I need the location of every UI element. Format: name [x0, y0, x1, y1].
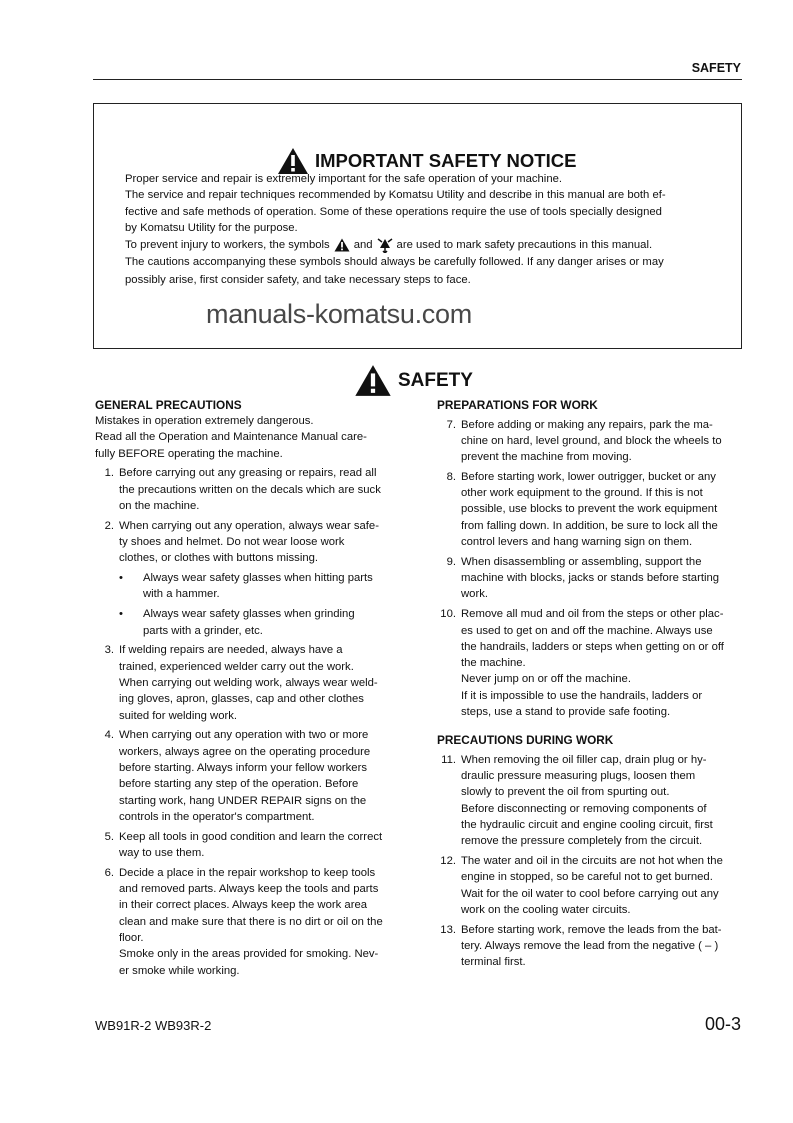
notice-symbols-line	[125, 237, 666, 253]
safety-title-text: SAFETY	[398, 369, 473, 391]
list-item	[95, 727, 400, 825]
item-line: the handrails, ladders or steps when getting on or off	[461, 640, 724, 653]
notice-line: possibly arise, first consider safety, and take necessary steps to face.	[125, 274, 471, 287]
section-heading: PRECAUTIONS DURING WORK	[437, 733, 614, 748]
item-line: floor.	[119, 931, 144, 944]
item-line: Keep all tools in good condition and learn the correct	[119, 830, 383, 843]
notice-text: and	[353, 238, 373, 251]
item-line: before starting any step of the operation. Before	[119, 778, 359, 791]
item-line: Decide a place in the repair workshop to keep tools	[119, 866, 376, 879]
item-line: chine on hard, level ground, and block the wheels to	[461, 434, 722, 447]
item-line: Before starting work, lower outrigger, bucket or any	[461, 470, 716, 483]
item-line: Before carrying out any greasing or repairs, read all	[119, 467, 377, 480]
item-line: the hydraulic circuit and engine cooling circuit, first	[461, 819, 713, 832]
danger-burst-icon	[377, 237, 393, 253]
item-line: workers, always agree on the operating procedure	[119, 745, 371, 758]
item-line: draulic pressure measuring plugs, loosen them	[461, 770, 696, 783]
bullet-line: Always wear safety glasses when hitting parts	[143, 572, 373, 585]
intro-line: fully BEFORE operating the machine.	[95, 447, 283, 460]
item-line: other work equipment to the ground. If this is not	[461, 487, 703, 500]
bullet-item	[95, 570, 400, 603]
item-number: 9.	[446, 555, 456, 568]
item-line: Before starting work, remove the leads from the bat-	[461, 923, 722, 936]
item-number: 10.	[440, 608, 456, 621]
item-line: slowly to prevent the oil from spurting out.	[461, 786, 670, 799]
item-line: If it is impossible to use the handrails, ladders or	[461, 689, 703, 702]
item-line: before starting. Always inform your fellow workers	[119, 761, 367, 774]
item-number: 7.	[446, 418, 456, 431]
bullet-line: parts with a grinder, etc.	[143, 624, 263, 637]
list-item	[437, 752, 742, 850]
page-number: 00-3	[704, 1014, 741, 1034]
item-line: The water and oil in the circuits are not hot when the	[461, 855, 723, 868]
list-item	[95, 518, 400, 567]
list-item	[437, 853, 742, 918]
list-item	[95, 829, 400, 862]
item-line: If welding repairs are needed, always have a	[119, 644, 343, 657]
item-line: suited for welding work.	[119, 709, 238, 722]
safety-title	[354, 364, 473, 397]
item-line: work on the cooling water circuits.	[461, 904, 631, 917]
watermark: manuals-komatsu.com	[206, 299, 472, 329]
item-line: machine with blocks, jacks or stands before starting	[461, 572, 720, 585]
item-line: way to use them.	[119, 846, 205, 859]
item-line: tery. Always remove the lead from the negative ( – )	[461, 940, 719, 953]
item-line: Before disconnecting or removing components of	[461, 802, 707, 815]
item-line: When carrying out any operation with two or more	[119, 729, 369, 742]
notice-text: To prevent injury to workers, the symbols	[125, 238, 330, 251]
item-number: 11.	[441, 753, 456, 766]
item-line: possible, use blocks to prevent the work equipment	[461, 503, 718, 516]
item-number: 13.	[440, 923, 456, 936]
notice-line: fective and safe methods of operation. Some of these operations require the use of tools specially designed	[125, 205, 662, 218]
bullet-mark: •	[119, 608, 123, 621]
item-line: from falling down. In addition, be sure to lock all the	[461, 519, 718, 532]
list-item	[437, 417, 742, 466]
item-line: terminal first.	[461, 956, 526, 969]
notice-line: Proper service and repair is extremely important for the safe operation of your machine.	[125, 173, 563, 185]
item-line: Remove all mud and oil from the steps or other plac-	[461, 608, 724, 621]
item-line: steps, use a stand to provide safe footing.	[461, 706, 671, 719]
item-line: control levers and hang warning sign on them.	[461, 536, 693, 549]
list-item	[437, 606, 742, 720]
item-line: clean and make sure that there is no dirt or oil on the	[119, 915, 383, 928]
item-line: on the machine.	[119, 499, 200, 512]
item-line: When carrying out welding work, always wear weld-	[119, 676, 378, 689]
warning-triangle-icon	[354, 364, 392, 397]
item-number: 4.	[104, 729, 114, 742]
notice-line: by Komatsu Utility for the purpose.	[125, 222, 298, 235]
item-line: controls in the operator's compartment.	[119, 810, 315, 823]
bullet-mark: •	[119, 572, 123, 585]
item-line: Smoke only in the areas provided for smoking. Nev-	[119, 948, 379, 961]
bullet-line: Always wear safety glasses when grinding	[143, 608, 355, 621]
right-column	[437, 397, 742, 971]
item-line: es used to get on and off the machine. Always use	[461, 624, 713, 637]
item-number: 3.	[104, 644, 114, 657]
item-line: ing gloves, apron, glasses, cap and other clothes	[119, 693, 364, 706]
item-line: the precautions written on the decals which are suck	[119, 483, 381, 496]
item-line: ty shoes and helmet. Do not wear loose work	[119, 536, 345, 549]
item-number: 8.	[446, 470, 456, 483]
item-line: Wait for the oil water to cool before carrying out any	[461, 887, 719, 900]
item-number: 2.	[104, 519, 114, 532]
bullet-item	[95, 606, 400, 639]
item-line: work.	[461, 588, 488, 601]
item-line: the machine.	[461, 657, 526, 670]
section-heading: GENERAL PRECAUTIONS	[95, 398, 242, 412]
item-line: Never jump on or off the machine.	[461, 673, 631, 686]
item-line: engine in stopped, so be careful not to get burned.	[461, 871, 713, 884]
item-number: 5.	[104, 830, 114, 843]
item-line: remove the pressure completely from the circuit.	[461, 835, 703, 848]
item-line: Before adding or making any repairs, park the ma-	[461, 418, 713, 431]
item-line: starting work, hang UNDER REPAIR signs on the	[119, 794, 367, 807]
item-line: clothes, or clothes with buttons missing.	[119, 552, 319, 565]
item-number: 6.	[104, 866, 114, 879]
section-heading: PREPARATIONS FOR WORK	[437, 398, 598, 412]
item-number: 1.	[104, 467, 114, 480]
intro-line: Read all the Operation and Maintenance Manual care-	[95, 431, 367, 444]
warning-triangle-icon	[334, 238, 350, 252]
section-header: SAFETY	[691, 61, 741, 75]
item-line: er smoke while working.	[119, 964, 240, 977]
item-line: and removed parts. Always keep the tools and parts	[119, 883, 379, 896]
bullet-line: with a hammer.	[143, 588, 220, 601]
list-item	[437, 469, 742, 550]
item-line: prevent the machine from moving.	[461, 451, 632, 464]
list-item	[95, 642, 400, 723]
item-line: When carrying out any operation, always wear safe-	[119, 519, 379, 532]
item-line: When disassembling or assembling, support the	[461, 555, 702, 568]
list-item	[437, 554, 742, 603]
item-number: 12.	[440, 855, 456, 868]
list-item	[95, 465, 400, 514]
footer-model: WB91R-2 WB93R-2	[95, 1018, 212, 1033]
item-line: in their correct places. Always keep the work area	[119, 899, 368, 912]
notice-text: are used to mark safety precautions in this manual.	[396, 238, 653, 251]
header-rule	[93, 79, 742, 80]
item-line: trained, experienced welder carry out the work.	[119, 660, 354, 673]
notice-line: The service and repair techniques recommended by Komatsu Utility and describe in this manual are both ef-	[125, 189, 666, 202]
notice-title-text: IMPORTANT SAFETY NOTICE	[315, 150, 577, 171]
left-column	[95, 397, 400, 979]
notice-line: The cautions accompanying these symbols should always be carefully followed. If any danger arises or may	[125, 256, 664, 269]
intro-line: Mistakes in operation extremely dangerous.	[95, 415, 314, 427]
notice-body	[125, 171, 666, 289]
item-line: When removing the oil filler cap, drain plug or hy-	[461, 753, 707, 766]
list-item	[437, 922, 742, 971]
list-item	[95, 865, 400, 979]
